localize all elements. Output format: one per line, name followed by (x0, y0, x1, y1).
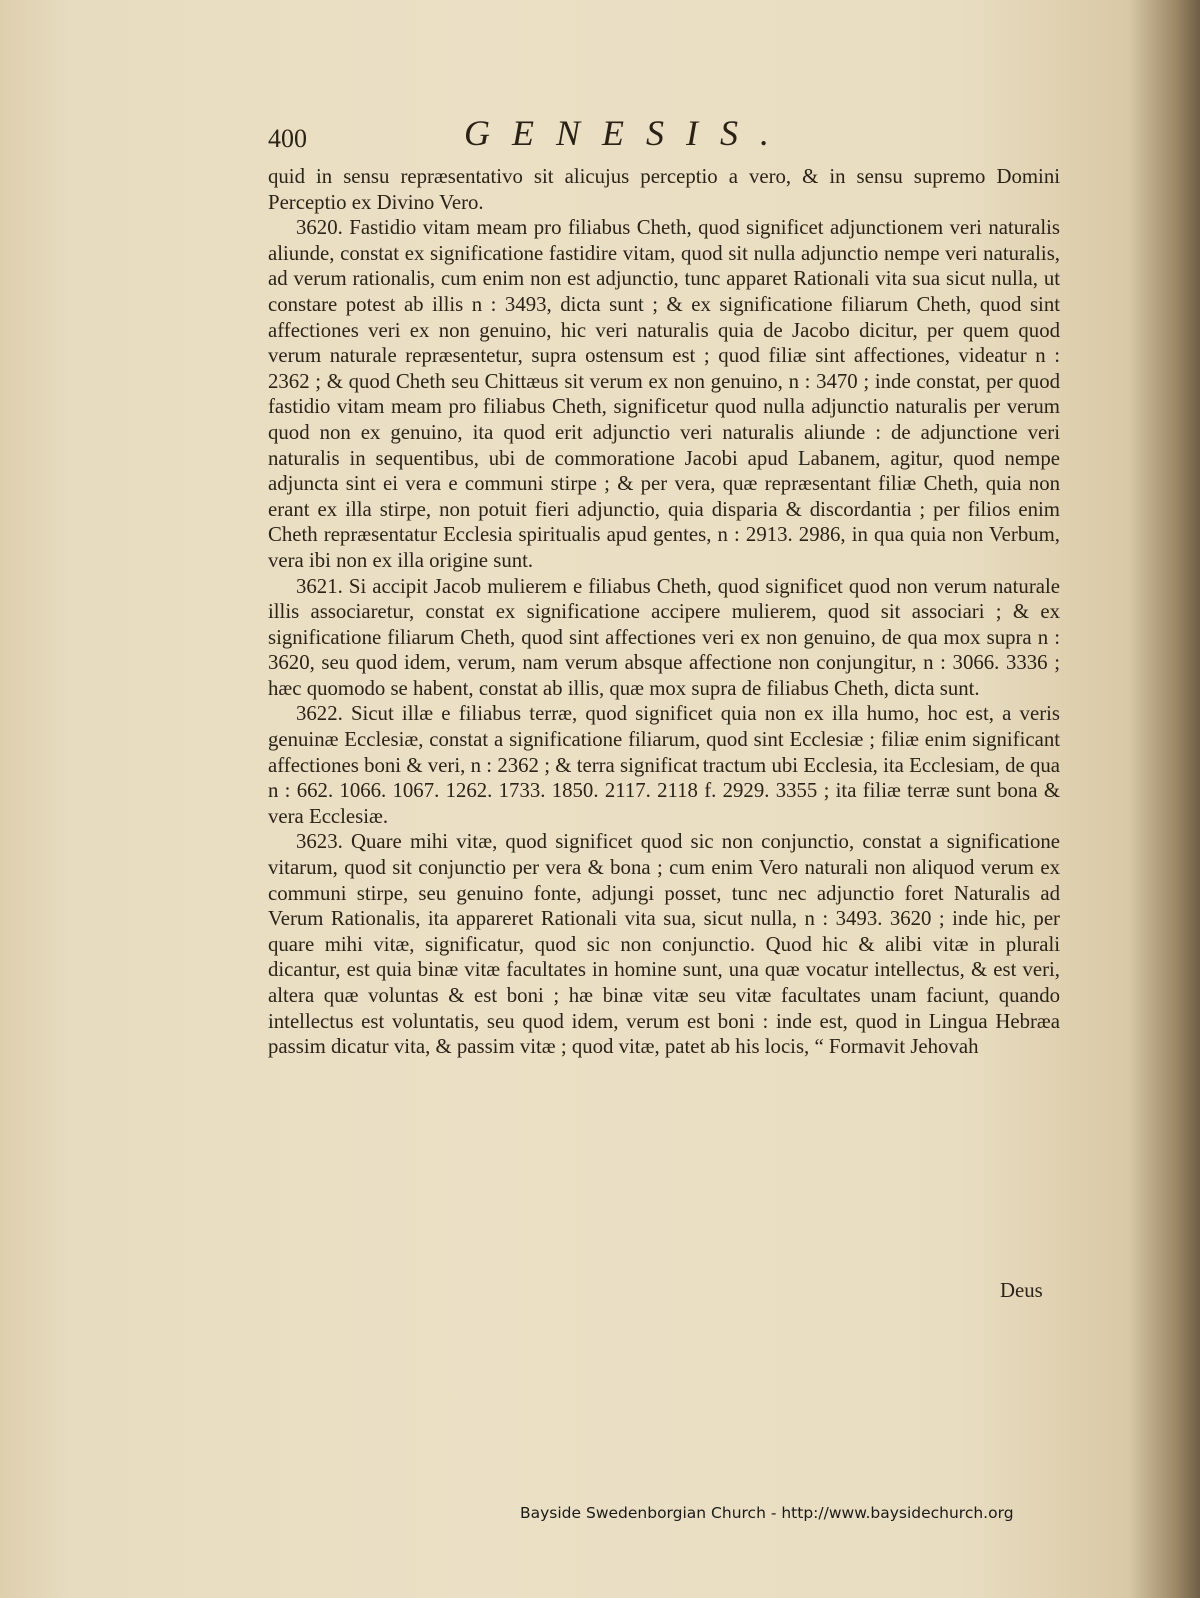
paragraph-3622 (268, 701, 1060, 829)
page-header (268, 112, 1088, 156)
paragraph-number: 3623. (296, 830, 343, 854)
paragraph-3621 (268, 574, 1060, 702)
body-text (268, 164, 1060, 1060)
paragraph-text: quid in sensu repræsentativo sit alicujus perceptio a vero, & in sensu supremo Domini Perceptio ex Divino Vero. (268, 165, 1060, 214)
paragraph-number: 3622. (296, 702, 343, 726)
catchword: Deus (1000, 1279, 1043, 1302)
paragraph-3620 (268, 215, 1060, 573)
paragraph-number: 3621. (296, 574, 343, 598)
page-number: 400 (268, 124, 307, 153)
running-title: GENESIS. (464, 113, 791, 153)
footer-credit: Bayside Swedenborgian Church - http://www.baysidechurch.org (520, 1504, 1014, 1522)
paragraph-3623 (268, 829, 1060, 1059)
paragraph-text: Quare mihi vitæ, quod significet quod sic non conjunctio, constat a significatione vitarum, quod sit conjunctio per vera & bona ; cum enim Vero naturali non aliquod verum ex communi stirpe, seu genuino fonte, adjungi posset, tunc nec adjunctio foret Naturalis ad Verum Rationalis, ita appareret Rationali vita sua, sicut nulla, n : 3493. 3620 ; inde hic, per quare mihi vitæ, significatur, quod sic non conjunctio. Quod hic & alibi vitæ in plurali dicantur, est quia binæ vitæ facultates in homine sunt, una quæ vocatur intellectus, & est veri, altera quæ voluntas & est boni ; hæ binæ vitæ seu vitæ facultates unam faciunt, quando intellectus est voluntatis, seu quod idem, verum est boni : inde est, quod in Lingua Hebræa passim dicatur vita, & passim vitæ ; quod vitæ, patet ab his locis, “ Formavit Jehovah (268, 830, 1060, 1059)
paragraph-text: Sicut illæ e filiabus terræ, quod significet quia non ex illa humo, hoc est, a veris genuinæ Ecclesiæ, constat a significatione filiarum, quod sint Ecclesiæ ; filiæ enim significant affectiones boni & veri, n : 2362 ; & terra significat tractum ubi Ecclesia, ita Ecclesiam, de qua n : 662. 1066. 1067. 1262. 1733. 1850. 2117. 2118 f. 2929. 3355 ; ita filiæ terræ sunt bona & vera Ecclesiæ. (268, 702, 1060, 828)
paragraph-number: 3620. (296, 216, 343, 240)
paragraph-text: Fastidio vitam meam pro filiabus Cheth, quod significet adjunctionem veri naturalis aliunde, constat ex significatione fastidire vitam, quod sit nulla adjunctio nempe veri naturalis, ad verum rationalis, cum enim non est adjunctio, tunc apparet Rationali vita sua sicut nulla, ut constare potest ab illis n : 3493, dicta sunt ; & ex significatione filiarum Cheth, quod sint affectiones veri ex non genuino, hic veri naturalis quia de Jacobo dicitur, per quem quod verum naturale repræsentetur, supra ostensum est ; quod filiæ sint affectiones, videatur n : 2362 ; & quod Cheth seu Chittæus sit verum ex non genuino, n : 3470 ; inde constat, per quod fastidio vitam meam pro filiabus Cheth, significetur quod nulla adjunctio naturalis per verum quod non ex genuino, ita quod erit adjunctio veri naturalis aliunde : de adjunctione veri naturalis in sequentibus, ubi de commoratione Jacobi apud Labanem, agitur, quod nempe adjuncta sint ei vera e communi stirpe ; & per vera, quæ repræsentant filiæ Cheth, quia non erant ex illa stirpe, non potuit fieri adjunctio, quia disparia & discordantia ; per filios enim Cheth repræsentatur Ecclesia spiritualis apud gentes, n : 2913. 2986, in qua quia non Verbum, vera ibi non ex illa origine sunt. (268, 216, 1060, 572)
paragraph-text: Si accipit Jacob mulierem e filiabus Cheth, quod significet quod non verum naturale illis associaretur, constat ex significatione accipere mulierem, quod sit associari ; & ex significatione filiarum Cheth, quod sint affectiones veri ex non genuino, de qua mox supra n : 3620, seu quod idem, verum, nam verum absque affectione non conjungitur, n : 3066. 3336 ; hæc quomodo se habent, constat ab illis, quæ mox supra de filiabus Cheth, dicta sunt. (268, 574, 1060, 700)
paragraph-continuation (268, 164, 1060, 215)
